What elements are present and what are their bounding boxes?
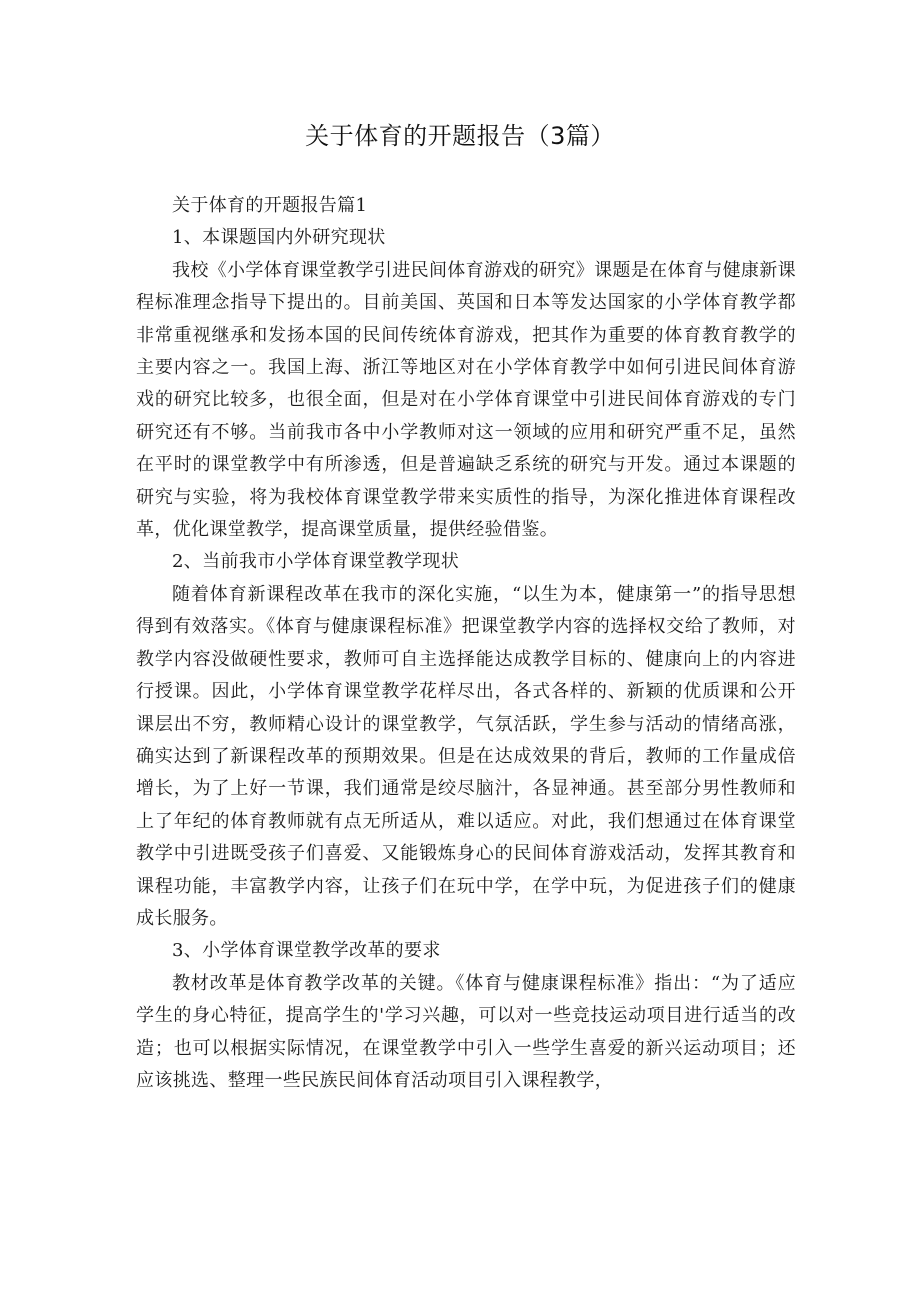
document-title: 关于体育的开题报告（3篇） [305, 122, 615, 150]
body-paragraph: 我校《小学体育课堂教学引进民间体育游戏的研究》课题是在体育与健康新课程标准理念指导下提出的。目前美国、英国和日本等发达国家的小学体育教学都非常重视继承和发扬本国的民间传统体育游戏，把其作为重要的体育教育教学的主要内容之一。我国上海、浙江等地区对在小学体育教学中如何引进民间体育游戏的研究比较多，也很全面，但是对在小学体育课堂中引进民间体育游戏的专门研究还有不够。当前我市各中小学教师对这一领域的应用和研究严重不足，虽然在平时的课堂教学中有所渗透，但是普遍缺乏系统的研究与开发。通过本课题的研究与实验，将为我校体育课堂教学带来实质性的指导，为深化推进体育课程改革，优化课堂教学，提高课堂质量，提供经验借鉴。 [136, 259, 796, 541]
section-heading: 1、本课题国内外研究现状 [172, 227, 386, 249]
body-paragraph: 随着体育新课程改革在我市的深化实施，“以生为本，健康第一”的指导思想得到有效落实。《体育与健康课程标准》把课堂教学内容的选择权交给了教师，对教学内容没做硬性要求，教师可自主选择能达成教学目标的、健康向上的内容进行授课。因此，小学体育课堂教学花样尽出，各式各样的、新颖的优质课和公开课层出不穷，教师精心设计的课堂教学，气氛活跃，学生参与活动的情绪高涨，确实达到了新课程改革的预期效果。但是在达成效果的背后，教师的工作量成倍增长，为了上好一节课，我们通常是绞尽脑汁，各显神通。甚至部分男性教师和上了年纪的体育教师就有点无所适从，难以适应。对此，我们想通过在体育课堂教学中引进既受孩子们喜爱、又能锻炼身心的民间体育游戏活动，发挥其教育和课程功能，丰富教学内容，让孩子们在玩中学，在学中玩，为促进孩子们的健康成长服务。 [136, 583, 796, 929]
section-heading: 3、小学体育课堂教学改革的要求 [172, 940, 441, 962]
section-heading: 2、当前我市小学体育课堂教学现状 [172, 551, 460, 573]
section-heading: 关于体育的开题报告篇1 [172, 195, 368, 216]
document-body [136, 190, 796, 1097]
body-paragraph: 教材改革是体育教学改革的关键。《体育与健康课程标准》指出：“为了适应学生的身心特征，提高学生的'学习兴趣，可以对一些竞技运动项目进行适当的改造；也可以根据实际情况，在课堂教学中引入一些学生喜爱的新兴运动项目；还应该挑选、整理一些民族民间体育活动项目引入课程教学， [136, 972, 796, 1091]
